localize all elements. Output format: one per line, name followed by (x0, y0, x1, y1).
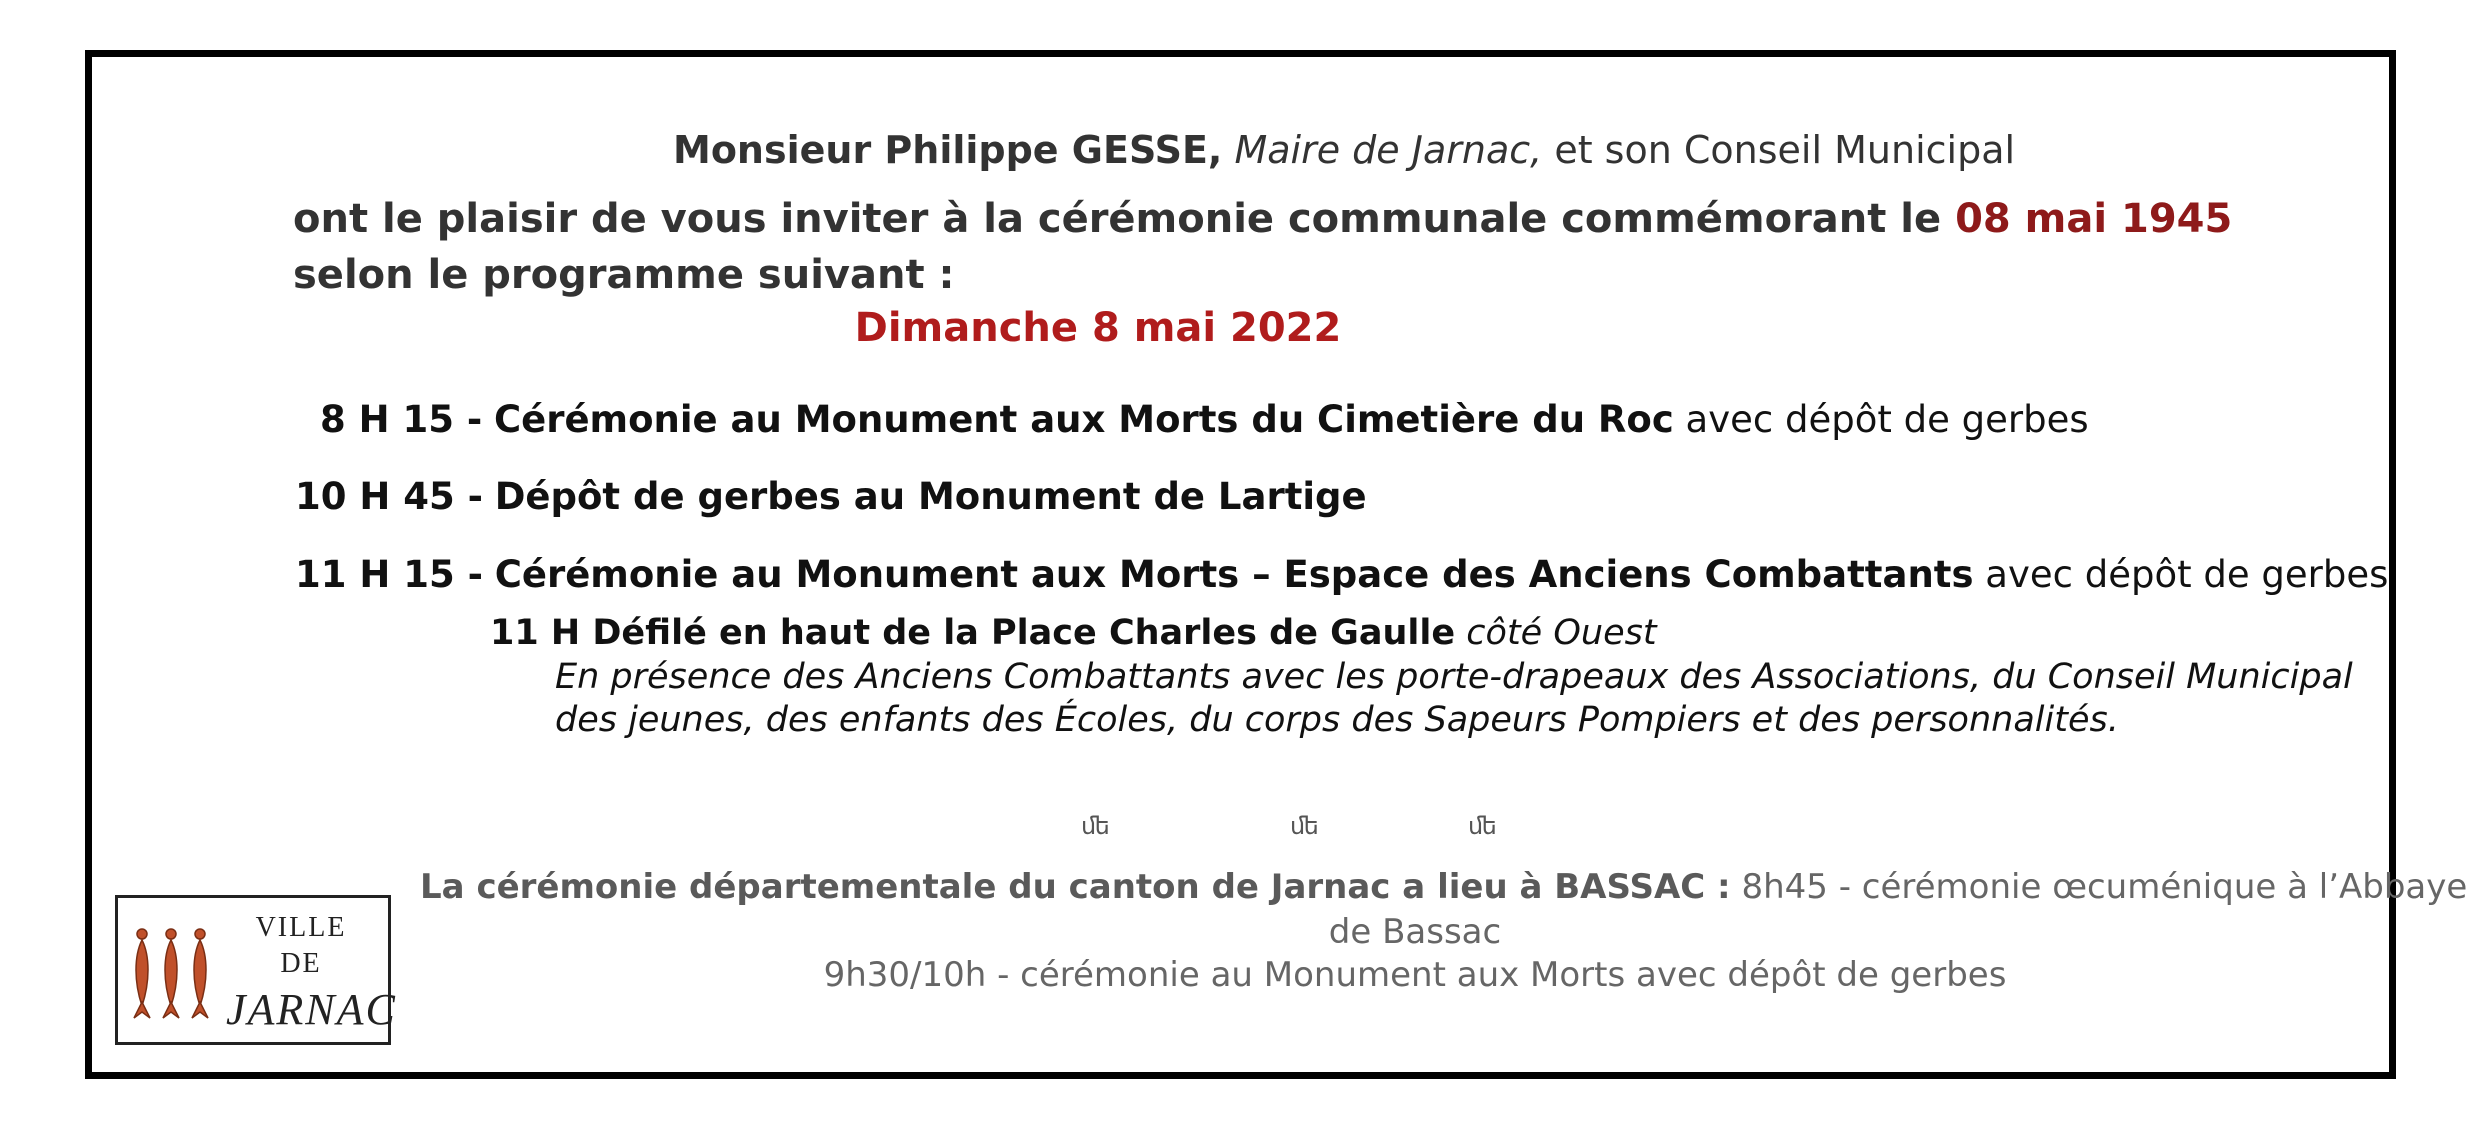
host-name: Monsieur Philippe GESSE, (673, 128, 1223, 172)
program-title: Dépôt de gerbes au Monument de Lartige (494, 475, 1367, 518)
ornament-icon: ﬔ (1081, 812, 1110, 840)
logo-jarnac: JARNAC (226, 985, 397, 1034)
ornament-icon: ﬔ (1290, 812, 1319, 840)
parade-title: 11 H Défilé en haut de la Place Charles de Gaulle (490, 613, 1456, 653)
program-item (320, 398, 2089, 441)
commemoration-date: 08 mai 1945 (1955, 196, 2233, 242)
host-council: et son Conseil Municipal (1554, 128, 2016, 172)
ville-de-jarnac-logo (115, 895, 397, 1045)
host-line (673, 128, 2015, 172)
ornament-icon: ﬔ (1468, 812, 1497, 840)
invite-line-2: selon le programme suivant : (293, 252, 955, 298)
departmental-line-2: de Bassac (1328, 912, 1502, 952)
program-detail: avec dépôt de gerbes (1685, 398, 2089, 441)
program-detail: avec dépôt de gerbes (1985, 553, 2389, 596)
logo-ville: VILLE (255, 912, 347, 943)
program-item (295, 553, 2388, 596)
parade-line (490, 613, 1657, 653)
logo-de: DE (280, 948, 322, 979)
departmental-line-3: 9h30/10h - cérémonie au Monument aux Morts avec dépôt de gerbes (823, 955, 2007, 995)
invite-line-1 (293, 196, 2232, 242)
program-time: 10 H 45 - (295, 475, 483, 518)
program-time: 11 H 15 - (295, 553, 483, 596)
program-time: 8 H 15 - (320, 398, 483, 441)
parade-side: côté Ouest (1466, 613, 1657, 653)
event-day: Dimanche 8 mai 2022 (854, 305, 1342, 351)
departmental-lead: La cérémonie départementale du canton de Jarnac a lieu à BASSAC : (420, 867, 1731, 907)
three-fish-emblem-icon (126, 922, 216, 1032)
departmental-abbaye: 8h45 - cérémonie œcuménique à l’Abbaye (1741, 867, 2468, 907)
invite-text: ont le plaisir de vous inviter à la cérémonie communale commémorant le (293, 196, 1942, 242)
departmental-line-1 (420, 867, 2468, 907)
host-title: Maire de Jarnac, (1234, 128, 1543, 172)
program-item (295, 475, 1367, 518)
program-title: Cérémonie au Monument aux Morts – Espace des Anciens Combattants (494, 553, 1974, 596)
presence-line-1: En présence des Anciens Combattants avec les porte-drapeaux des Associations, du Conseil Municipal (555, 657, 2353, 697)
presence-line-2: des jeunes, des enfants des Écoles, du corps des Sapeurs Pompiers et des personnalités. (555, 700, 2119, 740)
program-title: Cérémonie au Monument aux Morts du Cimetière du Roc (493, 398, 1674, 441)
